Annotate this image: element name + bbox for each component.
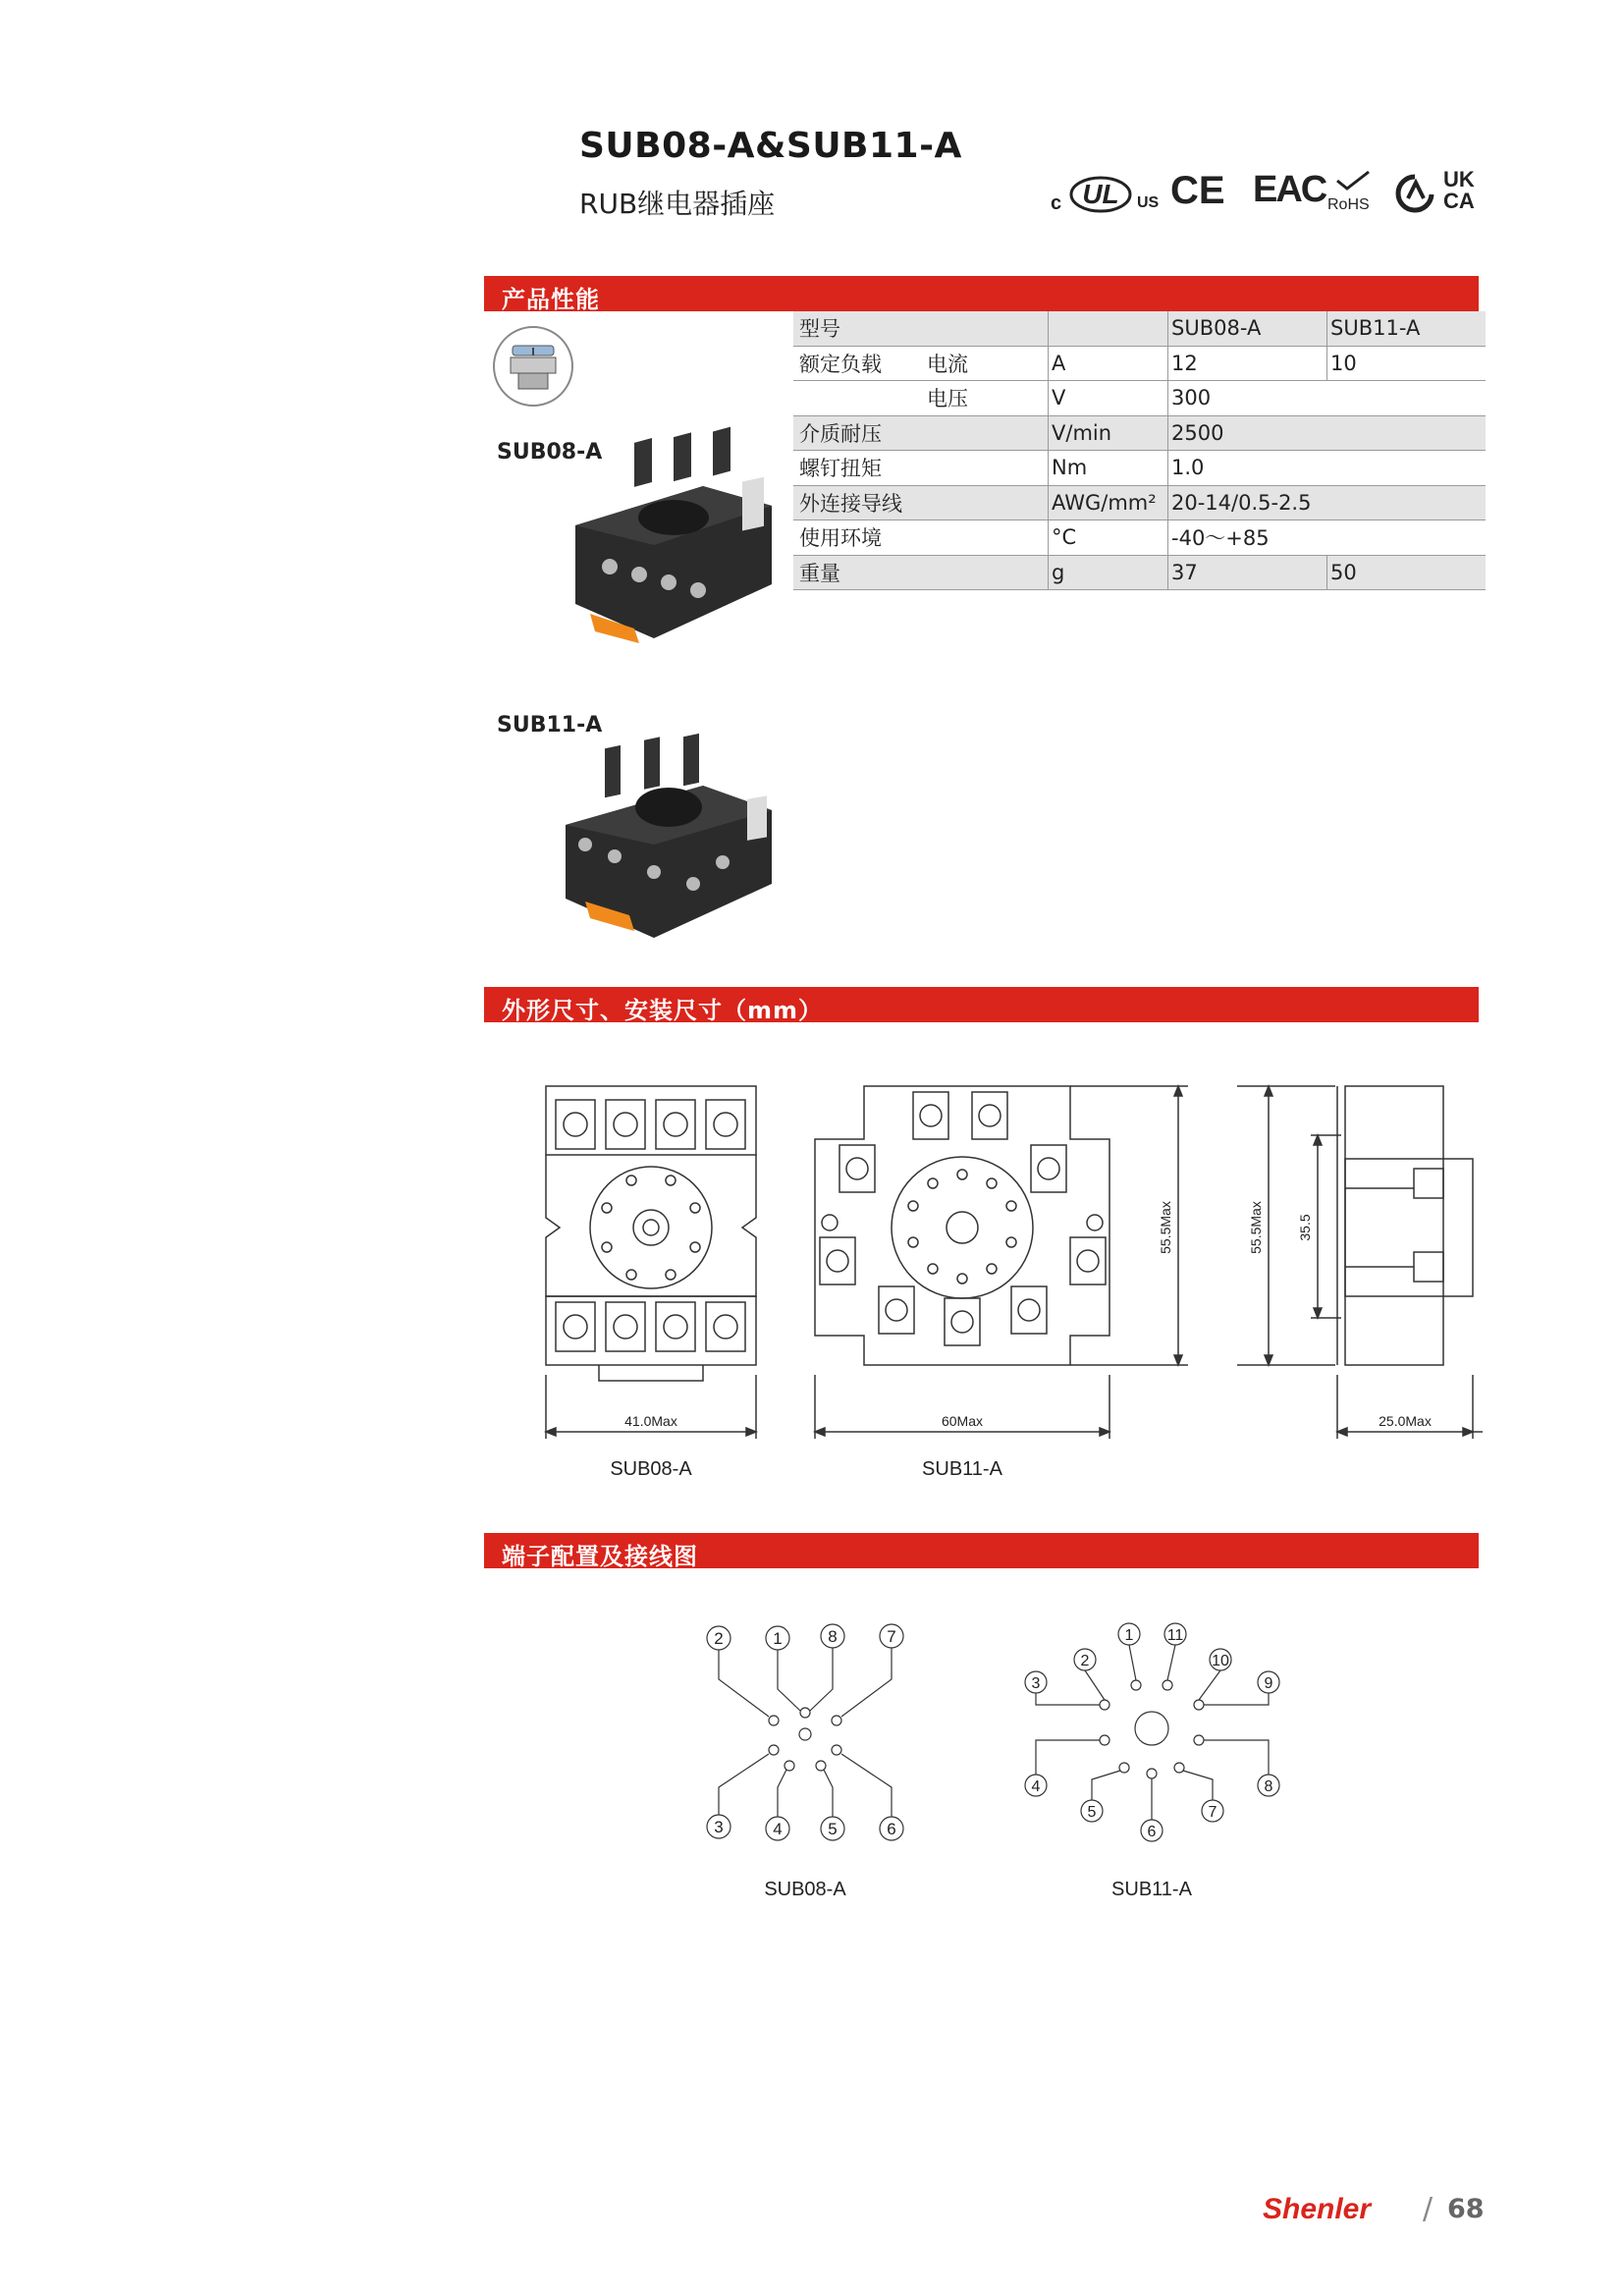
pin-label: 7: [887, 1627, 896, 1646]
section-title: 外形尺寸、安装尺寸（mm）: [502, 997, 824, 1024]
dimension-drawings: [491, 1041, 1502, 1480]
pin-label: 4: [1031, 1778, 1041, 1795]
ce-mark: CE: [1170, 169, 1225, 212]
table-row: 外连接导线 AWG/mm² 20-14/0.5-2.5: [793, 485, 1486, 520]
pin-label: 3: [714, 1818, 724, 1836]
page-number: 68: [1447, 2194, 1485, 2224]
certification-logo-icon: [1394, 173, 1435, 214]
pin-label: 3: [1031, 1675, 1041, 1692]
ul-cert-mark: c UL US: [1051, 173, 1159, 216]
section-bar-wiring: [484, 1533, 1479, 1568]
pin-label: 2: [714, 1629, 724, 1648]
section-title: 产品性能: [502, 286, 600, 313]
caption-wiring-sub11: SUB11-A: [1111, 1879, 1192, 1900]
table-row: 重量 g 37 50: [793, 555, 1486, 590]
table-row: 电压 V 300: [793, 381, 1486, 416]
table-row: 介质耐压 V/min 2500: [793, 415, 1486, 451]
pin-label: 11: [1166, 1627, 1184, 1644]
pin-label: 9: [1264, 1675, 1273, 1692]
product-image-sub11: [546, 746, 791, 943]
sub08-front-view: [546, 1086, 756, 1439]
dim-height-side: 55.5Max: [1248, 1201, 1264, 1254]
dim-width-sub11: 60Max: [941, 1413, 984, 1429]
section-bar-dimensions: [484, 987, 1479, 1022]
dim-inner-height: 35.5: [1297, 1214, 1313, 1241]
page-separator: /: [1423, 2192, 1434, 2226]
pin-label: 5: [828, 1820, 838, 1838]
pin-label: 8: [828, 1627, 838, 1646]
pin-label: 6: [1147, 1824, 1157, 1840]
dim-height-front: 55.5Max: [1158, 1201, 1173, 1254]
caption-dim-sub11: SUB11-A: [922, 1458, 1002, 1480]
pin-label: 7: [1208, 1804, 1217, 1821]
side-view: [1237, 1086, 1483, 1439]
product-label-sub08: SUB08-A: [497, 440, 603, 465]
spec-table: [793, 311, 1486, 590]
section-bar-performance: [484, 276, 1479, 311]
wiring-diagrams: [687, 1611, 1335, 1925]
page-subtitle: RUB继电器插座: [579, 188, 776, 220]
ukca-mark: UK CA: [1443, 167, 1475, 213]
rohs-mark: RoHS: [1325, 169, 1384, 218]
pin-label: 5: [1087, 1804, 1097, 1821]
pin-label: 2: [1080, 1653, 1090, 1669]
pin-label: 1: [1124, 1627, 1134, 1644]
dim-width-sub08: 41.0Max: [624, 1413, 677, 1429]
pin-label: 8: [1264, 1778, 1273, 1795]
sub11-front-view: [815, 1086, 1188, 1439]
screw-terminal-icon: [491, 324, 575, 409]
product-label-sub11: SUB11-A: [497, 713, 603, 738]
table-row: 螺钉扭矩 Nm 1.0: [793, 451, 1486, 486]
ul-logo-icon: [1066, 173, 1135, 216]
svg-text:UL: UL: [1082, 179, 1119, 209]
section-title: 端子配置及接线图: [502, 1543, 698, 1570]
pin-label: 10: [1212, 1653, 1229, 1669]
pin-label: 1: [773, 1629, 783, 1648]
table-row: 型号 SUB08-A SUB11-A: [793, 311, 1486, 346]
dim-depth: 25.0Max: [1379, 1413, 1432, 1429]
pin-label: 4: [773, 1820, 783, 1838]
caption-dim-sub08: SUB08-A: [610, 1458, 692, 1480]
table-row: 额定负载 电流 A 12 10: [793, 346, 1486, 381]
page-title: SUB08-A&SUB11-A: [579, 126, 962, 166]
table-row: 使用环境 °C -40～+85: [793, 520, 1486, 556]
pin-label: 6: [887, 1820, 896, 1838]
product-image-sub08: [546, 447, 791, 653]
brand-logo: Shenler: [1263, 2193, 1372, 2225]
eac-mark: EAC: [1253, 169, 1326, 210]
caption-wiring-sub08: SUB08-A: [764, 1879, 846, 1900]
checkmark-icon: [1333, 169, 1373, 192]
